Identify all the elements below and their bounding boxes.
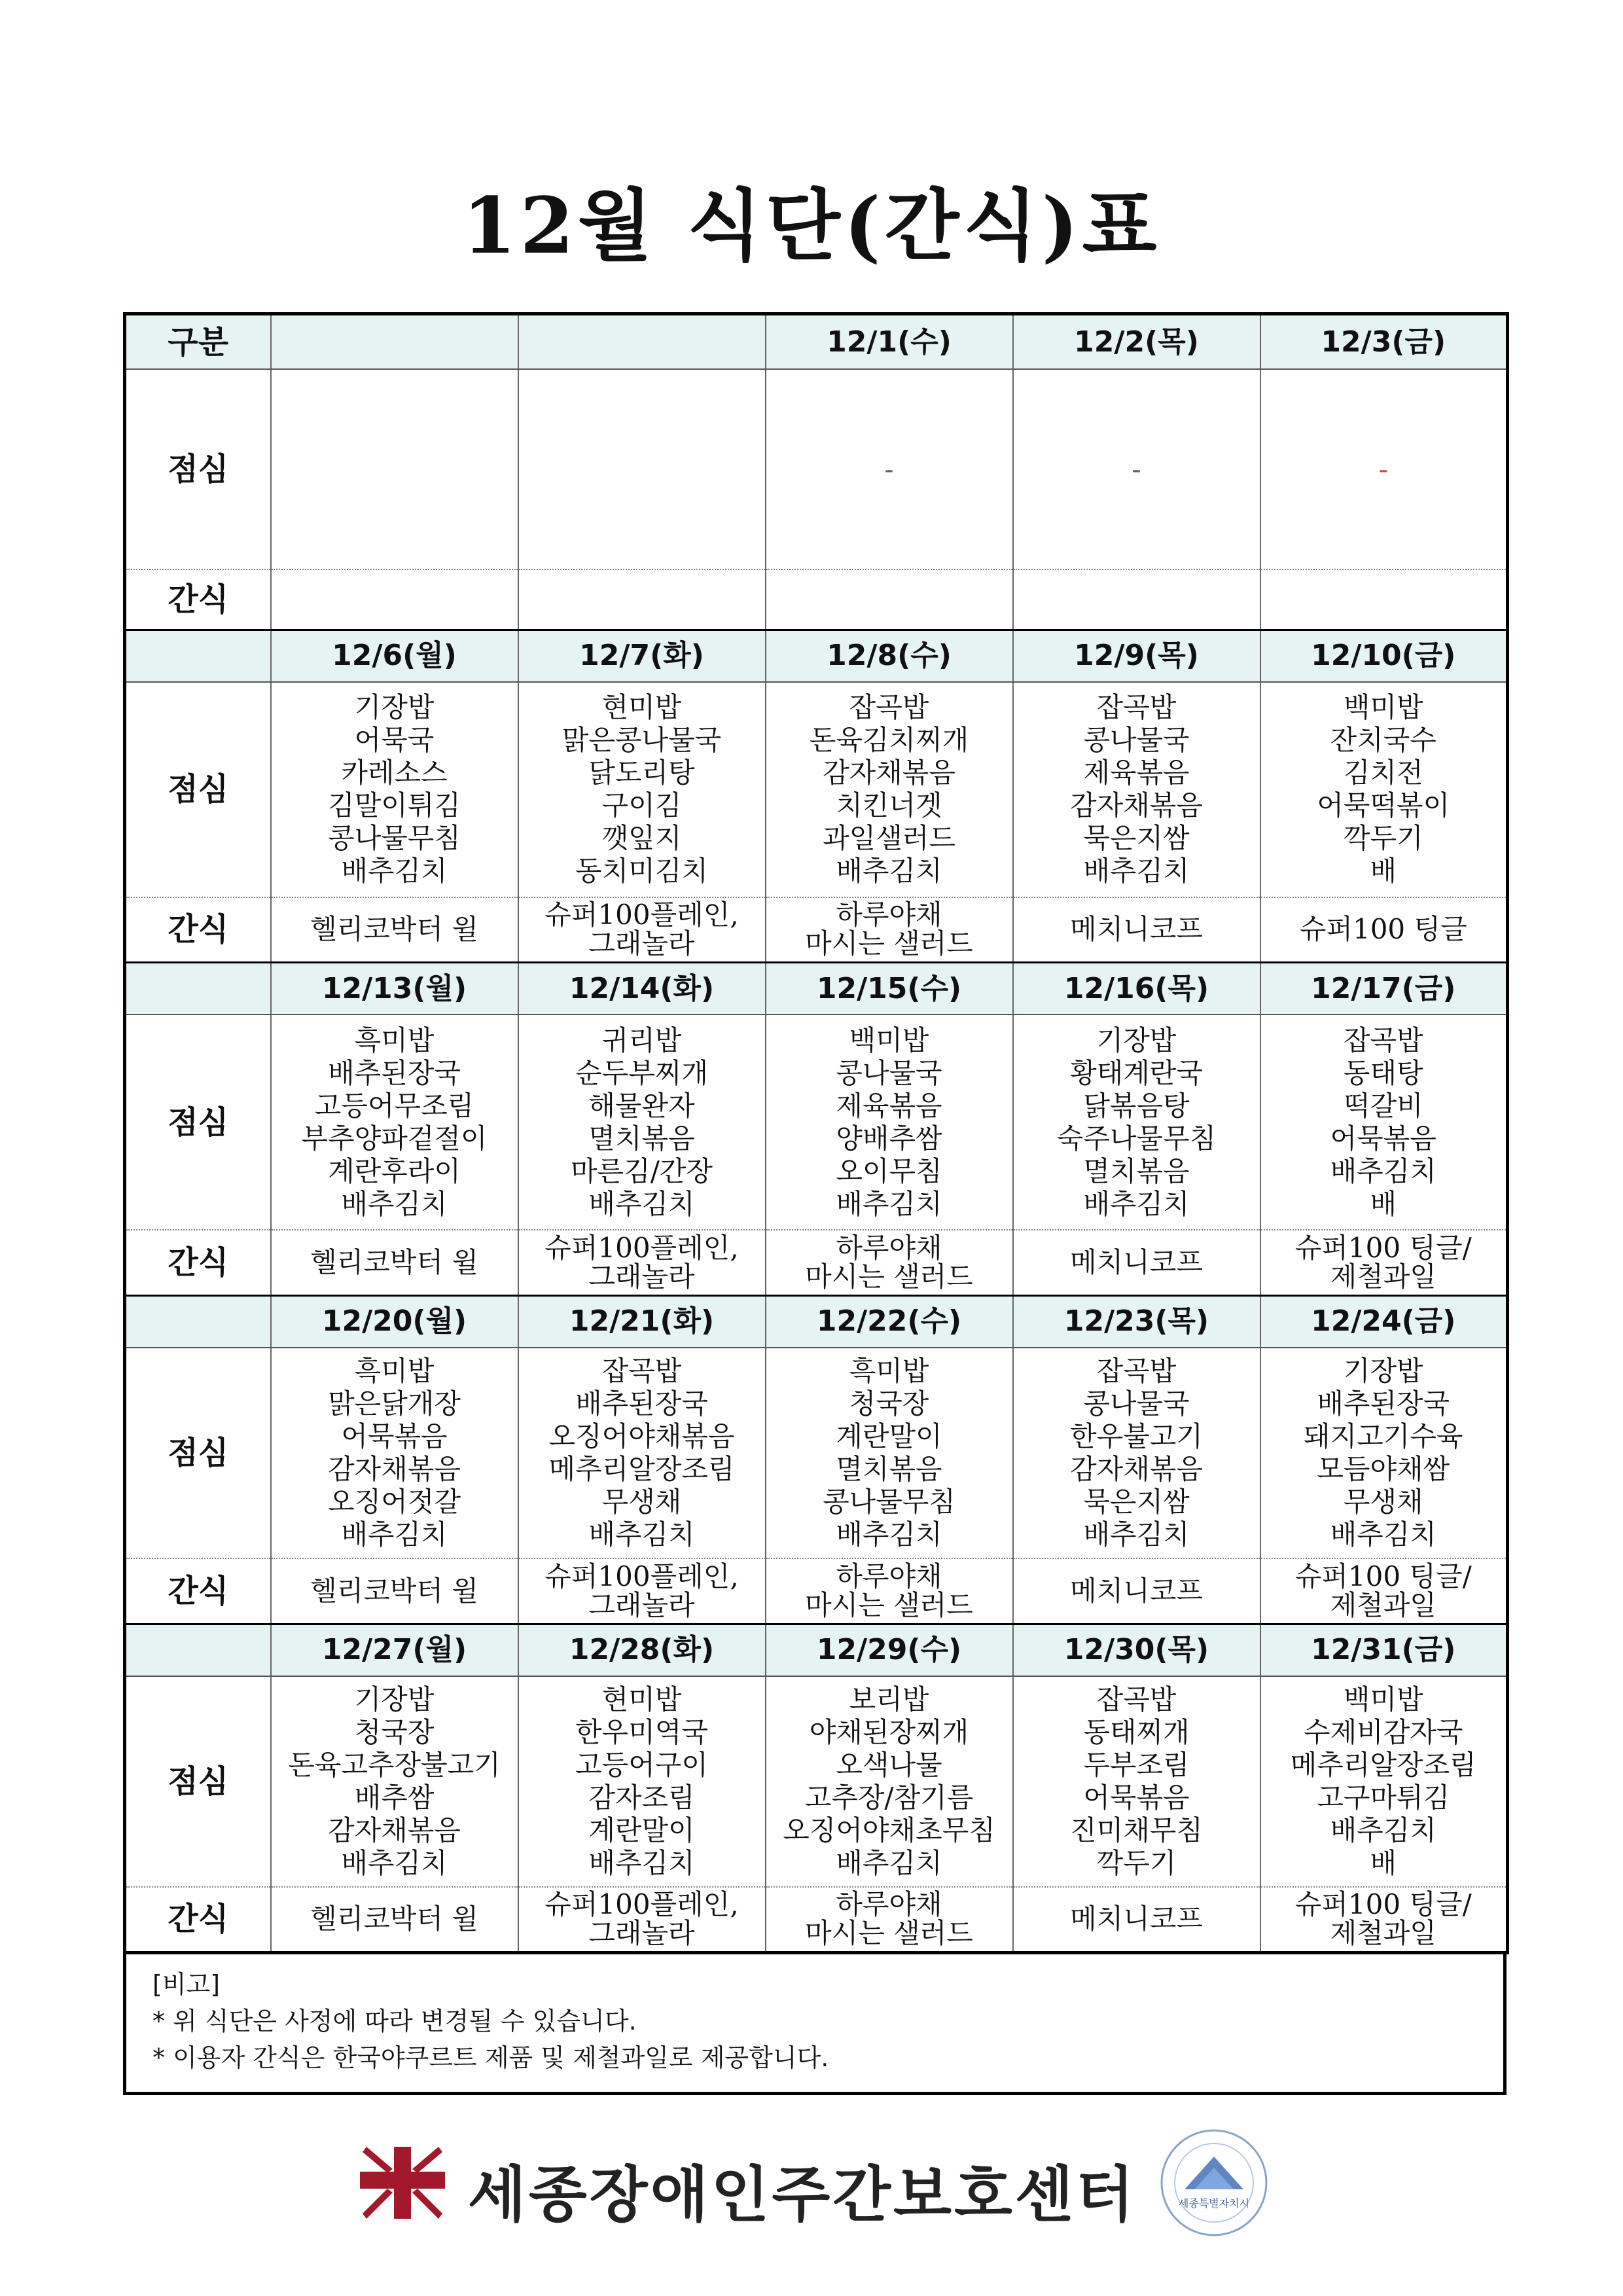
menu-item: 흑미밥 [354, 1024, 435, 1056]
snack-cell [271, 1230, 518, 1295]
snack-item: 슈퍼100플레인, [544, 1231, 739, 1264]
lunch-label: 점심 [125, 1014, 271, 1230]
snack-label: 간식 [125, 1230, 271, 1295]
date-cell: 12/29(수) [766, 1624, 1013, 1676]
menu-item: 계란말이 [836, 1420, 942, 1452]
menu-item: 잡곡밥 [601, 1354, 682, 1387]
menu-item: 메추리알장조림 [1290, 1748, 1476, 1781]
snack-cell [1013, 569, 1260, 630]
page-title: 12월 식단(간식)표 [462, 180, 1161, 271]
date-cell [518, 314, 766, 370]
menu-item: 배추김치 [836, 1846, 942, 1879]
date-cell: 12/7(화) [518, 630, 766, 682]
menu-item: 콩나물국 [836, 1056, 942, 1089]
menu-item: 배추된장국 [575, 1387, 708, 1420]
notes-line: * 이용자 간식은 한국야쿠르트 제품 및 제철과일로 제공합니다. [152, 2043, 829, 2072]
snack-item: 메치니코프 [1070, 1574, 1203, 1607]
menu-item: 마른김/간장 [570, 1155, 713, 1187]
snack-cell [1260, 1230, 1508, 1295]
category-label [125, 1624, 271, 1676]
lunch-cell [271, 1014, 518, 1230]
snack-cell [1013, 1887, 1260, 1953]
empty-dash: - [1132, 452, 1141, 485]
menu-item: 귀리밥 [601, 1024, 682, 1056]
menu-item: 구이김 [601, 789, 682, 822]
lunch-row [125, 682, 1508, 897]
lunch-cell [1260, 682, 1508, 897]
menu-item: 콩나물국 [1083, 724, 1190, 757]
menu-item: 깻잎지 [601, 822, 682, 855]
snack-cell [518, 569, 766, 630]
snack-item: 하루야채 [836, 1231, 942, 1264]
menu-item: 배추김치 [1330, 1518, 1436, 1551]
snack-item: 그래놀라 [588, 1917, 695, 1950]
notes-heading: [비고] [152, 1970, 221, 1999]
snack-item: 제철과일 [1330, 1588, 1436, 1621]
menu-item: 한우불고기 [1070, 1420, 1203, 1452]
menu-item: 과일샐러드 [823, 822, 955, 855]
menu-item: 잔치국수 [1330, 724, 1436, 757]
snack-item: 슈퍼100플레인, [544, 899, 739, 931]
meal-table [123, 312, 1509, 1954]
menu-item: 한우미역국 [575, 1715, 708, 1748]
menu-item: 청국장 [354, 1715, 435, 1748]
date-cell: 12/9(목) [1013, 630, 1260, 682]
menu-item: 맑은콩나물국 [562, 724, 722, 757]
snack-row [125, 569, 1508, 630]
menu-item: 배추김치 [836, 1518, 942, 1551]
menu-item: 고등어무조림 [314, 1089, 474, 1122]
menu-item: 감자채볶음 [328, 1452, 461, 1485]
menu-item: 배추된장국 [1317, 1387, 1450, 1420]
snack-item: 메치니코프 [1070, 913, 1203, 946]
lunch-cell [271, 1676, 518, 1887]
date-header-row [125, 630, 1508, 682]
menu-item: 돈육고추장불고기 [288, 1748, 501, 1781]
menu-item: 기장밥 [1343, 1354, 1423, 1387]
category-label [125, 1295, 271, 1347]
notes-line: * 위 식단은 사정에 따라 변경될 수 있습니다. [152, 2007, 637, 2036]
lunch-cell [1260, 1348, 1508, 1558]
snack-row [125, 897, 1508, 963]
menu-item: 야채된장찌개 [809, 1715, 969, 1748]
lunch-cell [766, 1014, 1013, 1230]
snack-item: 제철과일 [1330, 1917, 1436, 1950]
snack-item: 슈퍼100 팅글/ [1294, 1560, 1472, 1592]
menu-item: 배추김치 [1083, 855, 1190, 888]
date-cell: 12/22(수) [766, 1295, 1013, 1347]
snack-cell [271, 897, 518, 963]
lunch-cell [518, 1014, 766, 1230]
menu-item: 두부조림 [1083, 1748, 1190, 1781]
date-cell: 12/10(금) [1260, 630, 1508, 682]
menu-item: 치킨너겟 [836, 789, 942, 822]
menu-item: 동태찌개 [1083, 1715, 1190, 1748]
menu-item: 묵은지쌈 [1083, 822, 1190, 855]
menu-item: 황태계란국 [1070, 1056, 1203, 1089]
snack-item: 그래놀라 [588, 1260, 695, 1293]
menu-item: 해물완자 [588, 1089, 695, 1122]
menu-item: 어묵떡볶이 [1317, 789, 1450, 822]
snack-row [125, 1230, 1508, 1295]
date-cell: 12/17(금) [1260, 963, 1508, 1014]
menu-item: 계란후라이 [328, 1155, 461, 1187]
date-cell: 12/23(목) [1013, 1295, 1260, 1347]
menu-item: 백미밥 [849, 1024, 929, 1056]
snack-item: 하루야채 [836, 1888, 942, 1921]
notes-box [123, 1954, 1507, 2095]
lunch-label: 점심 [125, 1348, 271, 1558]
menu-item: 고추장/참기름 [804, 1781, 974, 1814]
date-header-row [125, 314, 1508, 370]
date-cell [271, 314, 518, 370]
lunch-row [125, 1676, 1508, 1887]
menu-item: 감자채볶음 [1070, 789, 1203, 822]
date-cell: 12/30(목) [1013, 1624, 1260, 1676]
menu-item: 오징어젓갈 [328, 1485, 461, 1518]
menu-item: 배추김치 [341, 1187, 448, 1220]
snack-cell [518, 1887, 766, 1953]
empty-dash: - [1378, 452, 1388, 485]
empty-dash: - [884, 452, 894, 485]
snack-label: 간식 [125, 1887, 271, 1953]
menu-item: 메추리알장조림 [548, 1452, 735, 1485]
menu-item: 오징어야채초무침 [783, 1814, 995, 1846]
menu-item: 고구마튀김 [1317, 1781, 1450, 1814]
snack-item: 마시는 샐러드 [805, 1260, 973, 1293]
menu-item: 보리밥 [849, 1683, 929, 1715]
snack-item: 마시는 샐러드 [805, 1917, 973, 1950]
lunch-cell [518, 1348, 766, 1558]
snack-cell [271, 1887, 518, 1953]
snack-cell [766, 1558, 1013, 1624]
menu-item: 백미밥 [1343, 691, 1423, 724]
menu-item: 멸치볶음 [588, 1122, 695, 1155]
snack-label: 간식 [125, 1558, 271, 1624]
menu-item: 오이무침 [836, 1155, 942, 1187]
menu-item: 배추된장국 [328, 1056, 461, 1089]
lunch-cell [271, 682, 518, 897]
menu-item: 감자채볶음 [823, 757, 955, 789]
menu-item: 흑미밥 [849, 1354, 929, 1387]
lunch-cell [518, 369, 766, 569]
menu-item: 어묵볶음 [1330, 1122, 1436, 1155]
menu-item: 카레소스 [341, 757, 448, 789]
snack-item: 헬리코박터 윌 [310, 1246, 478, 1278]
lunch-cell [1260, 1014, 1508, 1230]
menu-item: 멸치볶음 [1083, 1155, 1190, 1187]
snack-cell [1013, 1230, 1260, 1295]
menu-item: 동치미김치 [575, 855, 708, 888]
snack-item: 마시는 샐러드 [805, 1588, 973, 1621]
category-label: 구분 [125, 314, 271, 370]
menu-item: 수제비감자국 [1304, 1715, 1463, 1748]
menu-item: 깍두기 [1096, 1846, 1177, 1879]
menu-item: 배추김치 [588, 1518, 695, 1551]
menu-item: 감자채볶음 [1070, 1452, 1203, 1485]
date-cell: 12/8(수) [766, 630, 1013, 682]
menu-item: 기장밥 [1096, 1024, 1177, 1056]
lunch-label: 점심 [125, 369, 271, 569]
date-cell: 12/21(화) [518, 1295, 766, 1347]
menu-item: 무생채 [601, 1485, 682, 1518]
snack-cell [1260, 1887, 1508, 1953]
lunch-cell [1013, 1676, 1260, 1887]
menu-item: 제육볶음 [836, 1089, 942, 1122]
menu-item: 숙주나물무침 [1056, 1122, 1217, 1155]
date-cell: 12/2(목) [1013, 314, 1260, 370]
menu-item: 어묵국 [354, 724, 435, 757]
date-header-row [125, 1295, 1508, 1347]
date-cell: 12/3(금) [1260, 314, 1508, 370]
date-cell: 12/13(월) [271, 963, 518, 1014]
menu-item: 양배추쌈 [836, 1122, 942, 1155]
date-header-row [125, 963, 1508, 1014]
menu-item: 배추김치 [341, 1518, 448, 1551]
menu-item: 제육볶음 [1083, 757, 1190, 789]
snack-cell [518, 1230, 766, 1295]
snack-item: 슈퍼100플레인, [544, 1560, 739, 1592]
snack-item: 메치니코프 [1070, 1903, 1203, 1935]
snack-item: 슈퍼100플레인, [544, 1888, 739, 1921]
menu-item: 돈육김치찌개 [809, 724, 969, 757]
lunch-row [125, 1348, 1508, 1558]
menu-item: 부추양파겉절이 [301, 1122, 488, 1155]
menu-item: 백미밥 [1343, 1683, 1423, 1715]
caritas-cross-icon [353, 2140, 452, 2225]
menu-item: 배추김치 [341, 1846, 448, 1879]
date-cell: 12/31(금) [1260, 1624, 1508, 1676]
date-cell: 12/27(월) [271, 1624, 518, 1676]
snack-item: 하루야채 [836, 1560, 942, 1592]
svg-text:세종특별자치시: 세종특별자치시 [1178, 2197, 1250, 2210]
menu-item: 잡곡밥 [1343, 1024, 1423, 1056]
menu-item: 멸치볶음 [836, 1452, 942, 1485]
lunch-cell [1013, 1348, 1260, 1558]
menu-item: 맑은닭개장 [328, 1387, 461, 1420]
snack-cell [766, 1230, 1013, 1295]
snack-cell [1013, 1558, 1260, 1624]
menu-item: 청국장 [849, 1387, 929, 1420]
snack-item: 제철과일 [1330, 1260, 1436, 1293]
menu-item: 잡곡밥 [1096, 691, 1177, 724]
menu-item: 배추김치 [1330, 1814, 1436, 1846]
menu-item: 기장밥 [354, 1683, 435, 1715]
snack-item: 슈퍼100 팅글 [1299, 913, 1467, 946]
lunch-cell [271, 369, 518, 569]
menu-item: 배추김치 [1330, 1155, 1436, 1187]
city-seal-logo [1158, 2127, 1270, 2238]
lunch-cell [1013, 369, 1260, 569]
menu-item: 어묵볶음 [1083, 1781, 1190, 1814]
category-label [125, 963, 271, 1014]
menu-item: 동태탕 [1343, 1056, 1423, 1089]
menu-item: 잡곡밥 [1096, 1683, 1177, 1715]
snack-item: 하루야채 [836, 899, 942, 931]
date-cell: 12/16(목) [1013, 963, 1260, 1014]
lunch-row [125, 1014, 1508, 1230]
menu-item: 묵은지쌈 [1083, 1485, 1190, 1518]
lunch-cell [1260, 369, 1508, 569]
menu-item: 닭도리탕 [588, 757, 695, 789]
menu-item: 배추김치 [836, 1187, 942, 1220]
menu-item: 순두부찌개 [575, 1056, 708, 1089]
lunch-label: 점심 [125, 682, 271, 897]
lunch-cell [518, 682, 766, 897]
menu-item: 깍두기 [1343, 822, 1423, 855]
lunch-row [125, 369, 1508, 569]
lunch-cell [1260, 1676, 1508, 1887]
snack-cell [1260, 897, 1508, 963]
snack-row [125, 1887, 1508, 1953]
snack-cell [1260, 569, 1508, 630]
lunch-cell [518, 1676, 766, 1887]
menu-item: 김치전 [1343, 757, 1423, 789]
snack-item: 메치니코프 [1070, 1246, 1203, 1278]
org-name: 세종장애인주간보호센터 [468, 2160, 1137, 2230]
date-cell: 12/14(화) [518, 963, 766, 1014]
menu-item: 콩나물국 [1083, 1387, 1190, 1420]
menu-item: 오징어야채볶음 [548, 1420, 735, 1452]
menu-item: 콩나물무침 [328, 822, 461, 855]
menu-item: 흑미밥 [354, 1354, 435, 1387]
date-cell: 12/20(월) [271, 1295, 518, 1347]
snack-item: 슈퍼100 팅글/ [1294, 1888, 1472, 1921]
snack-label: 간식 [125, 569, 271, 630]
date-cell: 12/15(수) [766, 963, 1013, 1014]
snack-cell [1260, 1558, 1508, 1624]
menu-item: 배 [1370, 1846, 1397, 1879]
date-cell: 12/24(금) [1260, 1295, 1508, 1347]
lunch-label: 점심 [125, 1676, 271, 1887]
menu-item: 배추김치 [1083, 1187, 1190, 1220]
menu-item: 배 [1370, 855, 1397, 888]
menu-item: 고등어구이 [575, 1748, 708, 1781]
snack-item: 슈퍼100 팅글/ [1294, 1231, 1472, 1264]
snack-item: 그래놀라 [588, 927, 695, 960]
lunch-cell [766, 1676, 1013, 1887]
lunch-cell [766, 369, 1013, 569]
snack-item: 그래놀라 [588, 1588, 695, 1621]
snack-item: 헬리코박터 윌 [310, 1574, 478, 1607]
snack-row [125, 1558, 1508, 1624]
menu-item: 닭볶음탕 [1083, 1089, 1190, 1122]
menu-item: 돼지고기수육 [1304, 1420, 1463, 1452]
snack-cell [766, 897, 1013, 963]
menu-item: 배추김치 [588, 1187, 695, 1220]
menu-item: 배추김치 [836, 855, 942, 888]
menu-item: 감자채볶음 [328, 1814, 461, 1846]
menu-item: 배추쌈 [354, 1781, 435, 1814]
menu-item: 어묵볶음 [341, 1420, 448, 1452]
snack-item: 헬리코박터 윌 [310, 1903, 478, 1935]
lunch-cell [766, 1348, 1013, 1558]
category-label [125, 630, 271, 682]
menu-item: 김말이튀김 [328, 789, 461, 822]
snack-cell [518, 897, 766, 963]
menu-item: 배 [1370, 1187, 1397, 1220]
menu-item: 진미채무침 [1070, 1814, 1203, 1846]
date-cell: 12/6(월) [271, 630, 518, 682]
menu-item: 잡곡밥 [849, 691, 929, 724]
snack-item: 헬리코박터 윌 [310, 913, 478, 946]
snack-cell [271, 569, 518, 630]
menu-item: 기장밥 [354, 691, 435, 724]
snack-item: 마시는 샐러드 [805, 927, 973, 960]
menu-item: 떡갈비 [1343, 1089, 1423, 1122]
menu-item: 감자조림 [588, 1781, 695, 1814]
date-cell: 12/1(수) [766, 314, 1013, 370]
snack-cell [766, 569, 1013, 630]
menu-item: 현미밥 [601, 691, 682, 724]
lunch-cell [1013, 682, 1260, 897]
snack-cell [271, 1558, 518, 1624]
footer [353, 2121, 1296, 2238]
date-header-row [125, 1624, 1508, 1676]
menu-item: 오색나물 [836, 1748, 942, 1781]
menu-item: 모듬야채쌈 [1317, 1452, 1450, 1485]
snack-cell [518, 1558, 766, 1624]
lunch-cell [766, 682, 1013, 897]
menu-item: 배추김치 [341, 855, 448, 888]
menu-item: 배추김치 [588, 1846, 695, 1879]
snack-cell [1013, 897, 1260, 963]
snack-label: 간식 [125, 897, 271, 963]
menu-item: 무생채 [1343, 1485, 1423, 1518]
menu-item: 콩나물무침 [823, 1485, 955, 1518]
date-cell: 12/28(화) [518, 1624, 766, 1676]
lunch-cell [271, 1348, 518, 1558]
snack-cell [766, 1887, 1013, 1953]
menu-item: 현미밥 [601, 1683, 682, 1715]
menu-item: 잡곡밥 [1096, 1354, 1177, 1387]
lunch-cell [1013, 1014, 1260, 1230]
menu-item: 계란말이 [588, 1814, 695, 1846]
menu-item: 배추김치 [1083, 1518, 1190, 1551]
